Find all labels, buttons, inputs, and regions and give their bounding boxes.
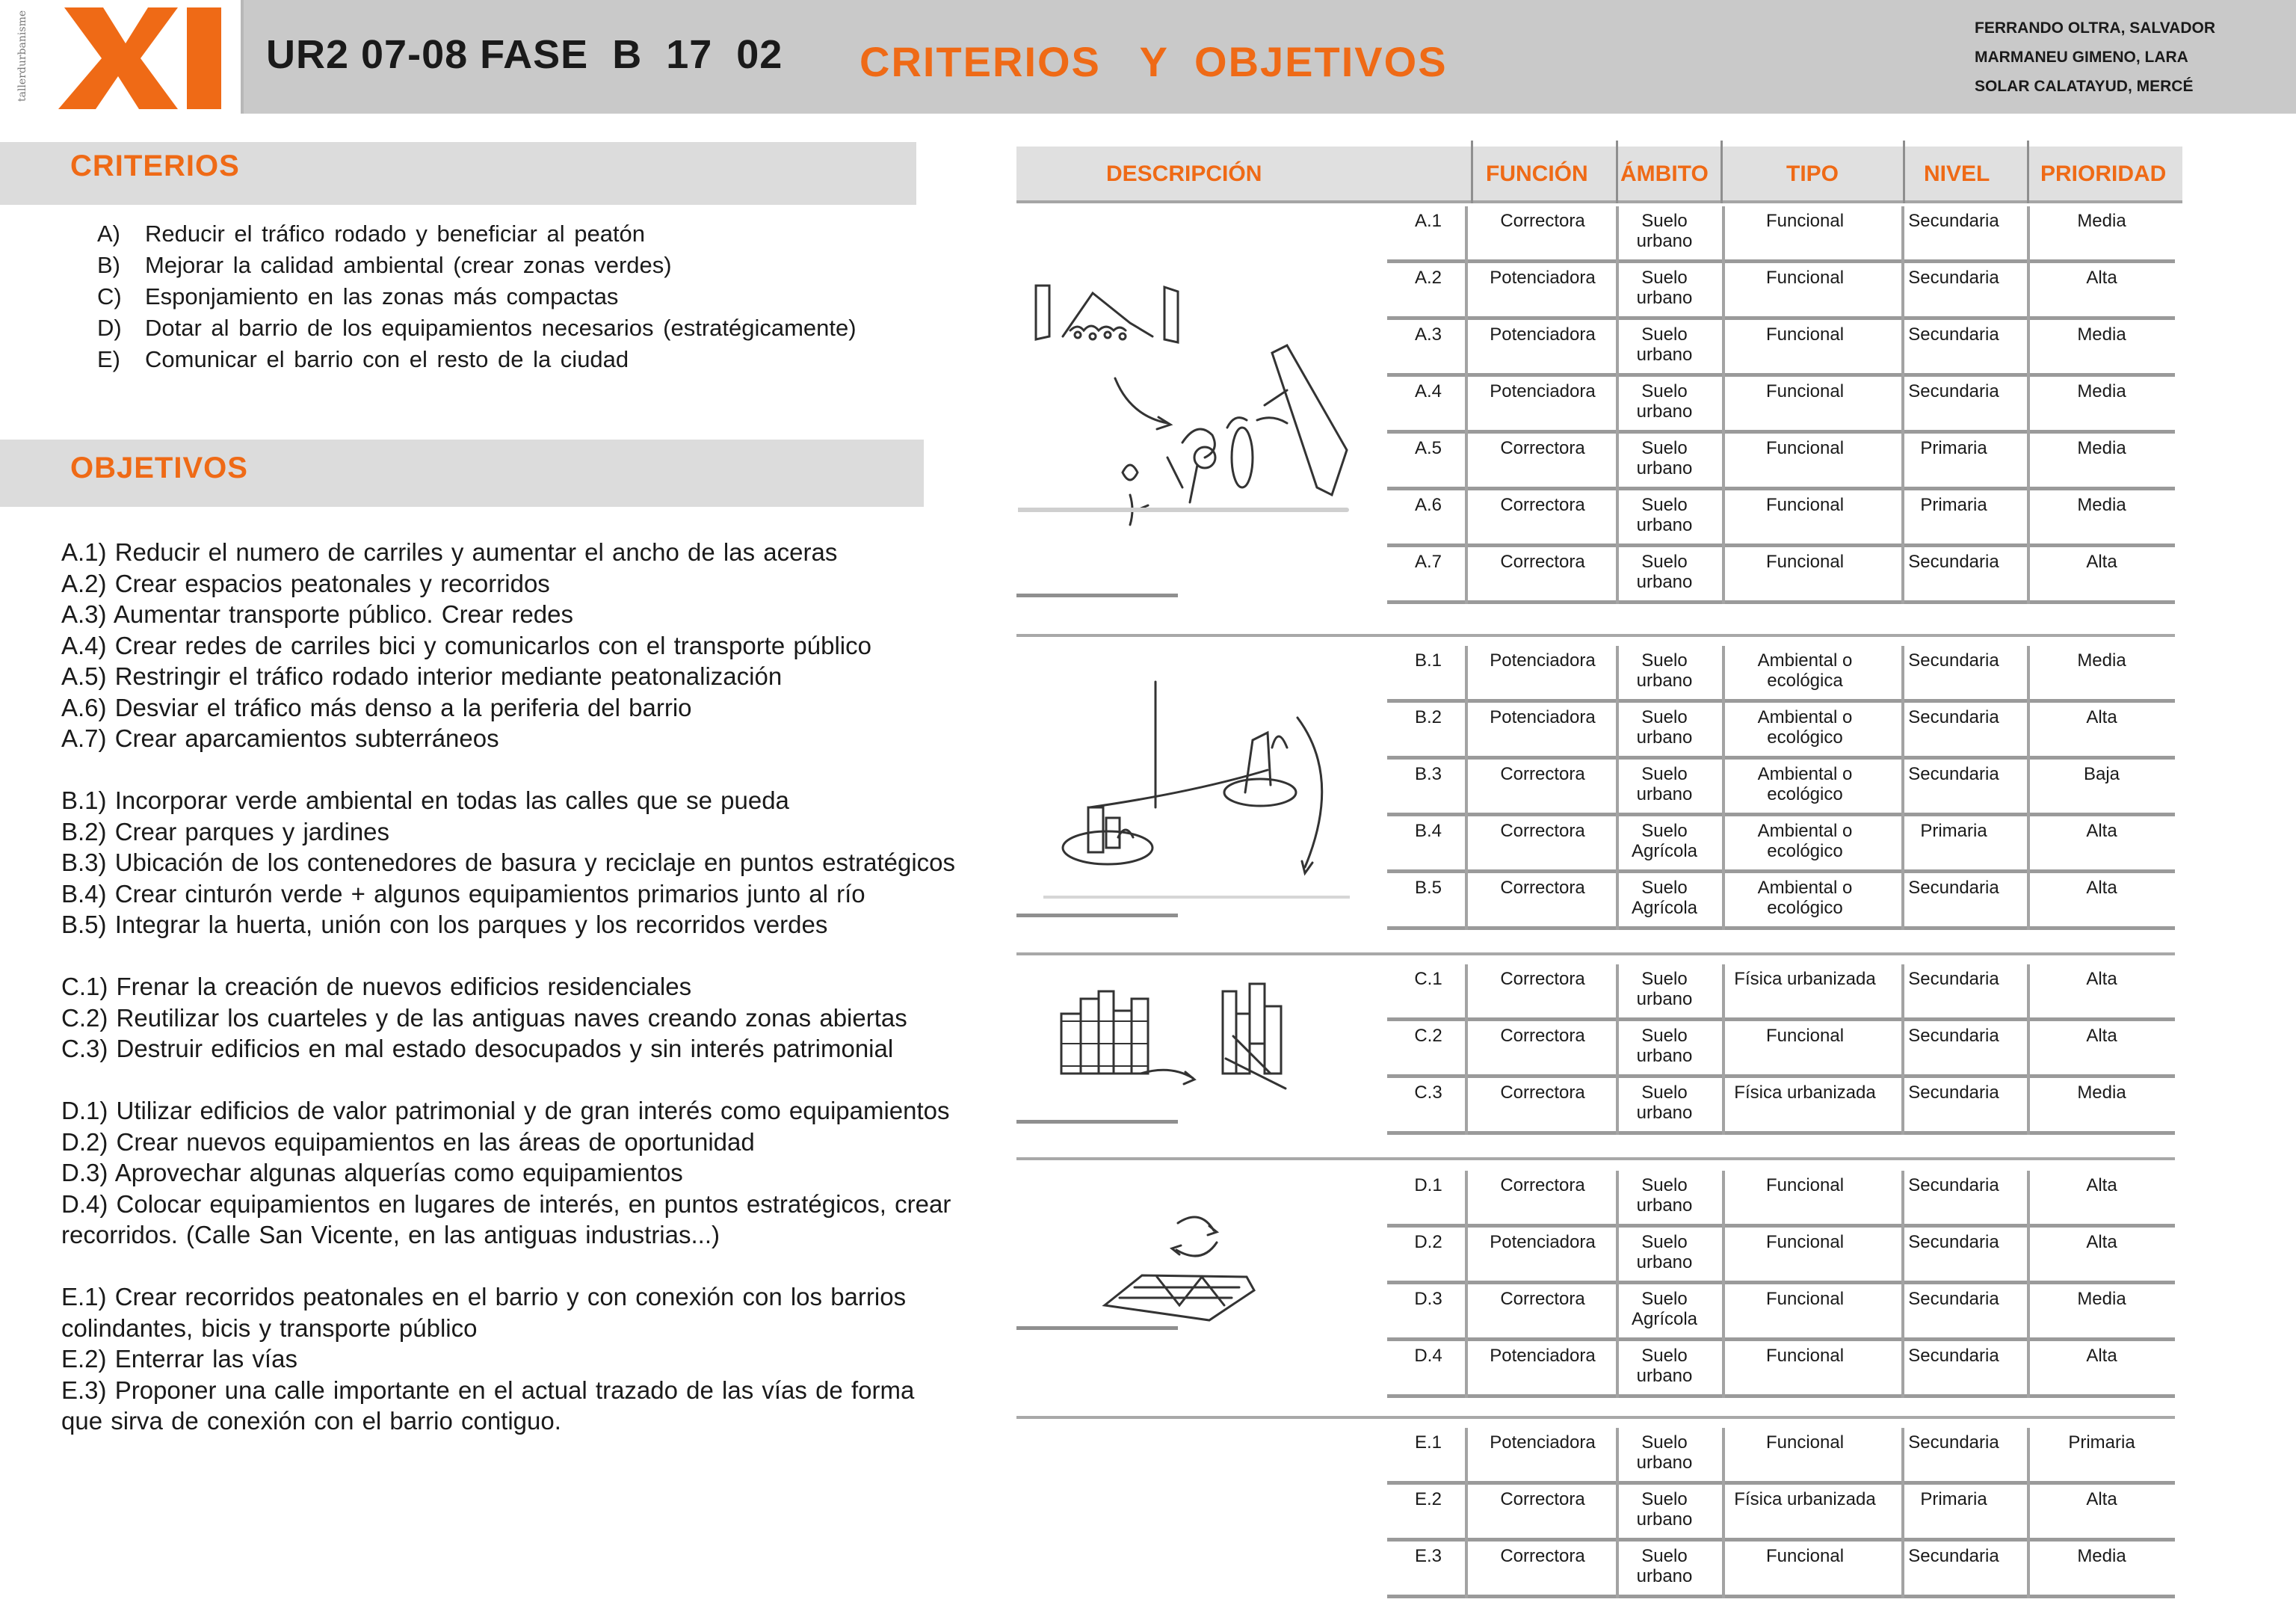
cell-tipo: Funcional — [1765, 268, 1845, 288]
objetivo-item: C.3) Destruir edificios en mal estado desocupados y sin interés patrimonial — [61, 1035, 894, 1062]
cell-code: A.1 — [1414, 211, 1442, 231]
project-code: UR2 07-08 FASE B 17 02 — [266, 32, 783, 77]
cell-prioridad: Media — [2077, 1082, 2126, 1103]
criterio-letter: C) — [97, 283, 122, 309]
objetivo-item: D.3) Aprovechar algunas alquerías como equipamientos — [61, 1159, 683, 1186]
cell-prioridad: Alta — [2086, 552, 2117, 572]
group-separator — [1016, 1416, 2175, 1419]
cell-nivel: Primaria — [1920, 821, 1987, 841]
cell-funcion: Correctora — [1500, 764, 1585, 784]
table-row — [1387, 1228, 2175, 1284]
cell-tipo: Física urbanizada — [1734, 1082, 1876, 1103]
divider — [1016, 594, 1178, 597]
table-row — [1387, 1284, 2175, 1341]
cell-funcion: Potenciadora — [1490, 268, 1596, 288]
cell-funcion: Correctora — [1500, 438, 1585, 458]
cell-nivel: Secundaria — [1908, 1346, 1999, 1366]
cell-prioridad: Media — [2077, 495, 2126, 515]
cell-funcion: Correctora — [1500, 821, 1585, 841]
cell-ambito: Suelo urbano — [1636, 438, 1693, 478]
cell-nivel: Secundaria — [1908, 381, 1999, 401]
objetivo-item: A.2) Crear espacios peatonales y recorridos — [61, 569, 550, 597]
cell-funcion: Correctora — [1500, 1546, 1585, 1566]
cell-prioridad: Media — [2077, 1289, 2126, 1309]
table-row — [1387, 1341, 2175, 1398]
cell-prioridad: Alta — [2086, 878, 2117, 898]
cell-prioridad: Primaria — [2068, 1432, 2135, 1453]
table-row — [1387, 206, 2175, 263]
objetivos-heading: OBJETIVOS — [70, 452, 248, 484]
objetivos-header — [0, 440, 924, 507]
col-header-descripcion: DESCRIPCIÓN — [1106, 161, 1262, 186]
cell-tipo: Ambiental o ecológico — [1757, 821, 1853, 861]
cell-code: B.2 — [1414, 707, 1442, 727]
cell-tipo: Funcional — [1765, 495, 1845, 515]
group-separator — [1016, 952, 2175, 955]
criterio-item — [97, 312, 857, 344]
col-header-prioridad: PRIORIDAD — [2040, 161, 2167, 186]
cell-code: A.3 — [1414, 324, 1442, 345]
cell-ambito: Suelo urbano — [1636, 650, 1693, 691]
objetivo-item: A.5) Restringir el tráfico rodado interior mediante peatonalización — [61, 662, 783, 690]
cell-nivel: Primaria — [1920, 438, 1987, 458]
cell-ambito: Suelo urbano — [1636, 495, 1693, 535]
cell-ambito: Suelo Agrícola — [1631, 878, 1698, 918]
cell-nivel: Secundaria — [1908, 878, 1999, 898]
cell-nivel: Secundaria — [1908, 650, 1999, 671]
criterio-item — [97, 218, 857, 250]
objetivos-list — [61, 537, 958, 1437]
criterio-letter: D) — [97, 315, 122, 341]
cell-code: D.1 — [1414, 1175, 1442, 1195]
cell-ambito: Suelo urbano — [1636, 707, 1693, 748]
cell-prioridad: Media — [2077, 324, 2126, 345]
cell-code: B.4 — [1414, 821, 1442, 841]
divider — [1016, 914, 1178, 917]
objetivo-item: B.3) Ubicación de los contenedores de basura y reciclaje en puntos estratégicos — [61, 849, 956, 876]
criterios-header — [0, 142, 916, 205]
table-row — [1387, 1021, 2175, 1078]
group-separator — [1016, 1157, 2175, 1160]
objetivo-item: D.1) Utilizar edificios de valor patrimonial y de gran interés como equipamientos — [61, 1097, 950, 1124]
col-header-funcion: FUNCIÓN — [1486, 161, 1588, 186]
cell-ambito: Suelo urbano — [1636, 381, 1693, 422]
cell-funcion: Correctora — [1500, 1026, 1585, 1046]
cell-nivel: Secundaria — [1908, 1082, 1999, 1103]
cell-nivel: Secundaria — [1908, 552, 1999, 572]
sketch-equipment-icon — [1090, 1193, 1299, 1325]
cell-ambito: Suelo urbano — [1636, 1082, 1693, 1123]
table-row — [1387, 1485, 2175, 1542]
cell-funcion: Potenciadora — [1490, 1232, 1596, 1252]
table-row — [1387, 760, 2175, 816]
cell-nivel: Secundaria — [1908, 268, 1999, 288]
sketch-traffic-icon — [1018, 271, 1354, 536]
table-row — [1387, 964, 2175, 1021]
cell-tipo: Funcional — [1765, 438, 1845, 458]
cell-prioridad: Alta — [2086, 969, 2117, 989]
cell-prioridad: Alta — [2086, 1175, 2117, 1195]
table-row — [1387, 873, 2175, 930]
cell-tipo: Funcional — [1765, 324, 1845, 345]
objetivo-item: A.6) Desviar el tráfico más denso a la periferia del barrio — [61, 693, 692, 721]
group-separator — [1016, 634, 2175, 637]
criterio-item — [97, 344, 857, 375]
cell-tipo: Funcional — [1765, 1232, 1845, 1252]
cell-ambito: Suelo urbano — [1636, 1175, 1693, 1216]
criterio-text: Reducir el tráfico rodado y beneficiar al peatón — [145, 221, 646, 247]
cell-nivel: Primaria — [1920, 1489, 1987, 1509]
cell-tipo: Ambiental o ecológica — [1757, 650, 1853, 691]
col-header-ambito: ÁMBITO — [1620, 161, 1709, 186]
cell-funcion: Potenciadora — [1490, 324, 1596, 345]
cell-funcion: Potenciadora — [1490, 707, 1596, 727]
table-row — [1387, 1542, 2175, 1598]
cell-code: C.3 — [1414, 1082, 1442, 1103]
cell-ambito: Suelo urbano — [1636, 764, 1693, 804]
cell-prioridad: Media — [2077, 650, 2126, 671]
cell-code: A.6 — [1414, 495, 1442, 515]
cell-funcion: Potenciadora — [1490, 650, 1596, 671]
cell-ambito: Suelo urbano — [1636, 1026, 1693, 1066]
cell-ambito: Suelo urbano — [1636, 969, 1693, 1009]
criterio-letter: A) — [97, 221, 120, 247]
objetivo-item: D.2) Crear nuevos equipamientos en las áreas de oportunidad — [61, 1127, 755, 1156]
criterio-text: Comunicar el barrio con el resto de la ciudad — [145, 346, 629, 372]
cell-tipo: Funcional — [1765, 211, 1845, 231]
table-row — [1387, 263, 2175, 320]
cell-ambito: Suelo urbano — [1636, 552, 1693, 592]
criterio-text: Esponjamiento en las zonas más compactas — [145, 283, 619, 309]
cell-prioridad: Alta — [2086, 821, 2117, 841]
cell-code: D.4 — [1414, 1346, 1442, 1366]
table-row — [1387, 703, 2175, 760]
criterios-list — [97, 218, 857, 375]
cell-tipo: Física urbanizada — [1734, 1489, 1876, 1509]
cell-ambito: Suelo Agrícola — [1631, 1289, 1698, 1329]
header-divider — [1471, 141, 1473, 203]
objetivo-item: D.4) Colocar equipamientos en lugares de interés, en puntos estratégicos, crear recorridos. (Calle San Vicente, en las antiguas industrias...) — [61, 1189, 951, 1248]
cell-code: A.2 — [1414, 268, 1442, 288]
cell-code: C.1 — [1414, 969, 1442, 989]
cell-tipo: Funcional — [1765, 1546, 1845, 1566]
cell-nivel: Secundaria — [1908, 1026, 1999, 1046]
header-divider — [1616, 141, 1618, 203]
table-row — [1387, 1171, 2175, 1228]
cell-prioridad: Media — [2077, 1546, 2126, 1566]
header-divider — [1903, 141, 1905, 203]
cell-nivel: Secundaria — [1908, 1289, 1999, 1309]
cell-ambito: Suelo urbano — [1636, 324, 1693, 365]
cell-ambito: Suelo urbano — [1636, 268, 1693, 308]
cell-funcion: Correctora — [1500, 495, 1585, 515]
table-row — [1387, 816, 2175, 873]
cell-funcion: Correctora — [1500, 552, 1585, 572]
table-row — [1387, 547, 2175, 604]
objetivo-item: A.3) Aumentar transporte público. Crear redes — [61, 600, 574, 628]
cell-tipo: Física urbanizada — [1734, 969, 1876, 989]
cell-code: A.5 — [1414, 438, 1442, 458]
cell-nivel: Secundaria — [1908, 1175, 1999, 1195]
criterio-item — [97, 281, 857, 312]
cell-code: E.2 — [1414, 1489, 1442, 1509]
cell-nivel: Secundaria — [1908, 1432, 1999, 1453]
page-title: CRITERIOS Y OBJETIVOS — [860, 38, 1448, 85]
header-divider — [1721, 141, 1723, 203]
cell-nivel: Secundaria — [1908, 969, 1999, 989]
criterio-item — [97, 250, 857, 281]
objetivo-item: B.4) Crear cinturón verde + algunos equipamientos primarios junto al río — [61, 879, 865, 908]
table-row — [1387, 1428, 2175, 1485]
cell-tipo: Funcional — [1765, 1289, 1845, 1309]
cell-funcion: Correctora — [1500, 969, 1585, 989]
objetivo-item: A.4) Crear redes de carriles bici y comunicarlos con el transporte público — [61, 631, 871, 659]
cell-code: B.3 — [1414, 764, 1442, 784]
cell-prioridad: Baja — [2083, 764, 2120, 784]
cell-funcion: Correctora — [1500, 1175, 1585, 1195]
table-row — [1387, 434, 2175, 490]
sketch-buildings-icon — [1046, 969, 1330, 1108]
objetivo-item: E.1) Crear recorridos peatonales en el barrio y con conexión con los barrios colindantes, bicis y transporte público — [61, 1283, 907, 1342]
logo — [0, 0, 244, 114]
authors — [1975, 13, 2215, 101]
cell-tipo: Funcional — [1765, 381, 1845, 401]
cell-funcion: Potenciadora — [1490, 381, 1596, 401]
cell-prioridad: Alta — [2086, 1026, 2117, 1046]
objetivo-item: B.2) Crear parques y jardines — [61, 817, 390, 846]
cell-ambito: Suelo urbano — [1636, 211, 1693, 251]
divider — [1016, 1120, 1178, 1124]
table-row — [1387, 377, 2175, 434]
table-row — [1387, 320, 2175, 377]
col-header-nivel: NIVEL — [1924, 161, 1990, 186]
logo-text: tallerdurbanisme — [16, 10, 28, 102]
divider — [1016, 1326, 1178, 1330]
objetivo-item: C.2) Reutilizar los cuarteles y de las antiguas naves creando zonas abiertas — [61, 1003, 907, 1032]
cell-ambito: Suelo urbano — [1636, 1346, 1693, 1386]
objetivo-item: A.1) Reducir el numero de carriles y aumentar el ancho de las aceras — [61, 538, 838, 566]
cell-funcion: Correctora — [1500, 1289, 1585, 1309]
objetivo-item: C.1) Frenar la creación de nuevos edificios residenciales — [61, 973, 692, 1000]
criterio-text: Mejorar la calidad ambiental (crear zonas verdes) — [145, 252, 672, 278]
cell-prioridad: Media — [2077, 211, 2126, 231]
criterio-text: Dotar al barrio de los equipamientos necesarios (estratégicamente) — [145, 315, 857, 341]
table-row — [1387, 646, 2175, 703]
cell-ambito: Suelo urbano — [1636, 1432, 1693, 1473]
objetivo-item: A.7) Crear aparcamientos subterráneos — [61, 724, 499, 752]
col-header-tipo: TIPO — [1786, 161, 1839, 186]
cell-code: A.7 — [1414, 552, 1442, 572]
cell-prioridad: Media — [2077, 381, 2126, 401]
criterios-heading: CRITERIOS — [70, 150, 240, 182]
author-3: SOLAR CALATAYUD, MERCÉ — [1975, 78, 2194, 95]
cell-ambito: Suelo urbano — [1636, 1232, 1693, 1272]
objetivo-item: E.3) Proponer una calle importante en el actual trazado de las vías de forma que sirva de conexión con el barrio contiguo. — [61, 1376, 915, 1435]
author-2: MARMANEU GIMENO, LARA — [1975, 49, 2188, 66]
cell-prioridad: Alta — [2086, 1489, 2117, 1509]
cell-tipo: Ambiental o ecológico — [1757, 764, 1853, 804]
author-1: FERRANDO OLTRA, SALVADOR — [1975, 19, 2215, 37]
cell-code: C.2 — [1414, 1026, 1442, 1046]
header-divider — [2027, 141, 2029, 203]
objetivo-item: E.2) Enterrar las vías — [61, 1345, 297, 1373]
cell-tipo: Ambiental o ecológico — [1757, 878, 1853, 918]
cell-code: B.5 — [1414, 878, 1442, 898]
criterio-letter: E) — [97, 346, 120, 372]
cell-code: E.1 — [1414, 1432, 1442, 1453]
cell-ambito: Suelo Agrícola — [1631, 821, 1698, 861]
cell-code: D.3 — [1414, 1289, 1442, 1309]
table-row — [1387, 490, 2175, 547]
cell-prioridad: Alta — [2086, 268, 2117, 288]
cell-tipo: Funcional — [1765, 1432, 1845, 1453]
cell-nivel: Primaria — [1920, 495, 1987, 515]
cell-tipo: Funcional — [1765, 1175, 1845, 1195]
table-row — [1387, 1078, 2175, 1135]
table-header — [1016, 147, 2182, 203]
cell-ambito: Suelo urbano — [1636, 1489, 1693, 1530]
cell-code: B.1 — [1414, 650, 1442, 671]
cell-funcion: Correctora — [1500, 211, 1585, 231]
cell-funcion: Potenciadora — [1490, 1432, 1596, 1453]
cell-nivel: Secundaria — [1908, 764, 1999, 784]
objetivo-item: B.1) Incorporar verde ambiental en todas las calles que se pueda — [61, 786, 789, 814]
cell-nivel: Secundaria — [1908, 707, 1999, 727]
cell-funcion: Correctora — [1500, 1489, 1585, 1509]
cell-nivel: Secundaria — [1908, 1546, 1999, 1566]
cell-prioridad: Alta — [2086, 1232, 2117, 1252]
cell-ambito: Suelo urbano — [1636, 1546, 1693, 1586]
cell-code: E.3 — [1414, 1546, 1442, 1566]
cell-tipo: Funcional — [1765, 552, 1845, 572]
cell-funcion: Correctora — [1500, 878, 1585, 898]
sketch-green-icon — [1043, 658, 1350, 901]
cell-funcion: Potenciadora — [1490, 1346, 1596, 1366]
cell-code: A.4 — [1414, 381, 1442, 401]
cell-prioridad: Alta — [2086, 1346, 2117, 1366]
cell-tipo: Funcional — [1765, 1346, 1845, 1366]
cell-nivel: Secundaria — [1908, 211, 1999, 231]
cell-prioridad: Alta — [2086, 707, 2117, 727]
criterio-letter: B) — [97, 252, 120, 278]
cell-nivel: Secundaria — [1908, 324, 1999, 345]
cell-prioridad: Media — [2077, 438, 2126, 458]
objetivo-item: B.5) Integrar la huerta, unión con los parques y los recorridos verdes — [61, 911, 828, 938]
cell-code: D.2 — [1414, 1232, 1442, 1252]
cell-nivel: Secundaria — [1908, 1232, 1999, 1252]
cell-funcion: Correctora — [1500, 1082, 1585, 1103]
cell-tipo: Ambiental o ecológico — [1757, 707, 1853, 748]
cell-tipo: Funcional — [1765, 1026, 1845, 1046]
